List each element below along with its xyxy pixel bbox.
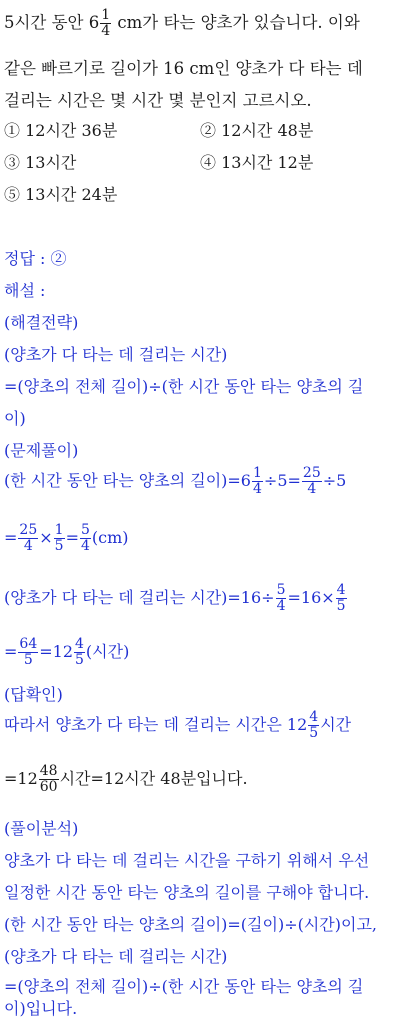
numerator: 4 bbox=[309, 709, 319, 725]
denominator: 5 bbox=[75, 652, 84, 668]
check-line-2 bbox=[4, 764, 248, 795]
numerator: 4 bbox=[336, 582, 346, 598]
fraction bbox=[74, 637, 85, 668]
analysis-line-3: (한 시간 동안 타는 양초의 길이)=(길이)÷(시간)이고, bbox=[4, 915, 377, 934]
question-line-3: 걸리는 시간은 몇 시간 몇 분인지 고르시오. bbox=[4, 91, 312, 110]
question-line-1 bbox=[4, 8, 360, 39]
option-text: 12시간 48분 bbox=[221, 121, 314, 140]
step-text: (cm) bbox=[91, 528, 129, 547]
question-text: cm가 타는 양초가 있습니다. 이와 bbox=[112, 13, 360, 32]
denominator: 5 bbox=[23, 652, 33, 668]
numerator: 5 bbox=[276, 582, 286, 598]
option-3 bbox=[4, 153, 76, 173]
denominator: 60 bbox=[39, 779, 58, 795]
option-text: 13시간 bbox=[25, 153, 77, 172]
denominator: 5 bbox=[54, 538, 64, 554]
explanation-title: 해설 : bbox=[4, 281, 46, 300]
step-text: =16× bbox=[287, 588, 335, 607]
denominator: 4 bbox=[80, 538, 90, 554]
denominator: 5 bbox=[336, 598, 346, 614]
option-text: 13시간 24분 bbox=[25, 185, 118, 204]
solve-heading: (문제풀이) bbox=[4, 441, 79, 460]
fraction bbox=[276, 583, 287, 614]
question-text: 5시간 동안 6 bbox=[4, 13, 100, 32]
strategy-line-3: 이) bbox=[4, 409, 26, 428]
solve-step-4 bbox=[4, 637, 129, 668]
numerator: 25 bbox=[19, 522, 38, 538]
step-text: = bbox=[4, 528, 18, 547]
numerator: 5 bbox=[80, 522, 90, 538]
answer-line: 정답 : ② bbox=[4, 249, 67, 268]
option-5 bbox=[4, 185, 117, 205]
numerator: 1 bbox=[54, 522, 64, 538]
step-text: = bbox=[4, 642, 18, 661]
option-mark: ② bbox=[200, 121, 217, 140]
analysis-line-5: =(양초의 전체 길이)÷(한 시간 동안 타는 양초의 길 bbox=[4, 977, 364, 996]
denominator: 4 bbox=[252, 481, 262, 497]
fraction bbox=[302, 466, 322, 497]
step-text: 따라서 양초가 다 타는 데 걸리는 시간은 12 bbox=[4, 715, 308, 734]
fraction bbox=[39, 764, 59, 795]
numerator: 1 bbox=[101, 7, 111, 23]
option-4 bbox=[200, 153, 313, 173]
check-heading: (답확인) bbox=[4, 685, 63, 704]
analysis-heading: (풀이분석) bbox=[4, 819, 79, 838]
fraction bbox=[80, 523, 91, 554]
strategy-heading: (해결전략) bbox=[4, 313, 79, 332]
numerator: 64 bbox=[19, 636, 38, 652]
fraction bbox=[308, 710, 319, 741]
check-line-1 bbox=[4, 710, 351, 741]
step-text: ÷5 bbox=[322, 471, 347, 490]
option-mark: ① bbox=[4, 121, 21, 140]
numerator: 1 bbox=[252, 465, 262, 481]
fraction bbox=[18, 523, 38, 554]
fraction bbox=[100, 8, 111, 39]
strategy-line-2: =(양초의 전체 길이)÷(한 시간 동안 타는 양초의 길 bbox=[4, 377, 364, 396]
option-2 bbox=[200, 121, 313, 141]
option-mark: ④ bbox=[200, 153, 217, 172]
step-text: = bbox=[65, 528, 79, 547]
analysis-line-2: 일정한 시간 동안 타는 양초의 길이를 구해야 합니다. bbox=[4, 883, 370, 902]
numerator: 25 bbox=[302, 465, 321, 481]
fraction bbox=[252, 466, 263, 497]
step-text: ÷5= bbox=[263, 471, 301, 490]
step-text: × bbox=[39, 528, 53, 547]
solve-step-1 bbox=[4, 466, 346, 497]
analysis-line-1: 양초가 다 타는 데 걸리는 시간을 구하기 위해서 우선 bbox=[4, 851, 370, 870]
step-text: (시간) bbox=[85, 642, 130, 661]
denominator: 4 bbox=[307, 481, 317, 497]
step-text: 시간 bbox=[320, 715, 352, 734]
option-mark: ③ bbox=[4, 153, 21, 172]
fraction bbox=[336, 583, 347, 614]
denominator: 4 bbox=[23, 538, 33, 554]
numerator: 48 bbox=[39, 763, 58, 779]
numerator: 4 bbox=[75, 636, 84, 652]
fraction bbox=[18, 637, 38, 668]
option-text: 12시간 36분 bbox=[25, 121, 118, 140]
step-text: (양초가 다 타는 데 걸리는 시간)=16÷ bbox=[4, 588, 275, 607]
analysis-line-6: 이)입니다. bbox=[4, 999, 78, 1018]
solve-step-3 bbox=[4, 583, 348, 614]
step-text: =12 bbox=[39, 642, 73, 661]
analysis-line-4: (양초가 다 타는 데 걸리는 시간) bbox=[4, 947, 228, 966]
step-text: (한 시간 동안 타는 양초의 길이)=6 bbox=[4, 471, 251, 490]
denominator: 5 bbox=[309, 725, 319, 741]
denominator: 4 bbox=[276, 598, 286, 614]
option-mark: ⑤ bbox=[4, 185, 21, 204]
strategy-line-1: (양초가 다 타는 데 걸리는 시간) bbox=[4, 345, 228, 364]
step-text: 시간=12시간 48분입니다. bbox=[59, 769, 248, 788]
option-1 bbox=[4, 121, 117, 141]
question-line-2: 같은 빠르기로 길이가 16 cm인 양초가 다 타는 데 bbox=[4, 59, 363, 78]
option-text: 13시간 12분 bbox=[221, 153, 314, 172]
step-text: =12 bbox=[4, 769, 38, 788]
fraction bbox=[54, 523, 65, 554]
denominator: 4 bbox=[101, 23, 111, 39]
solve-step-2 bbox=[4, 523, 129, 554]
